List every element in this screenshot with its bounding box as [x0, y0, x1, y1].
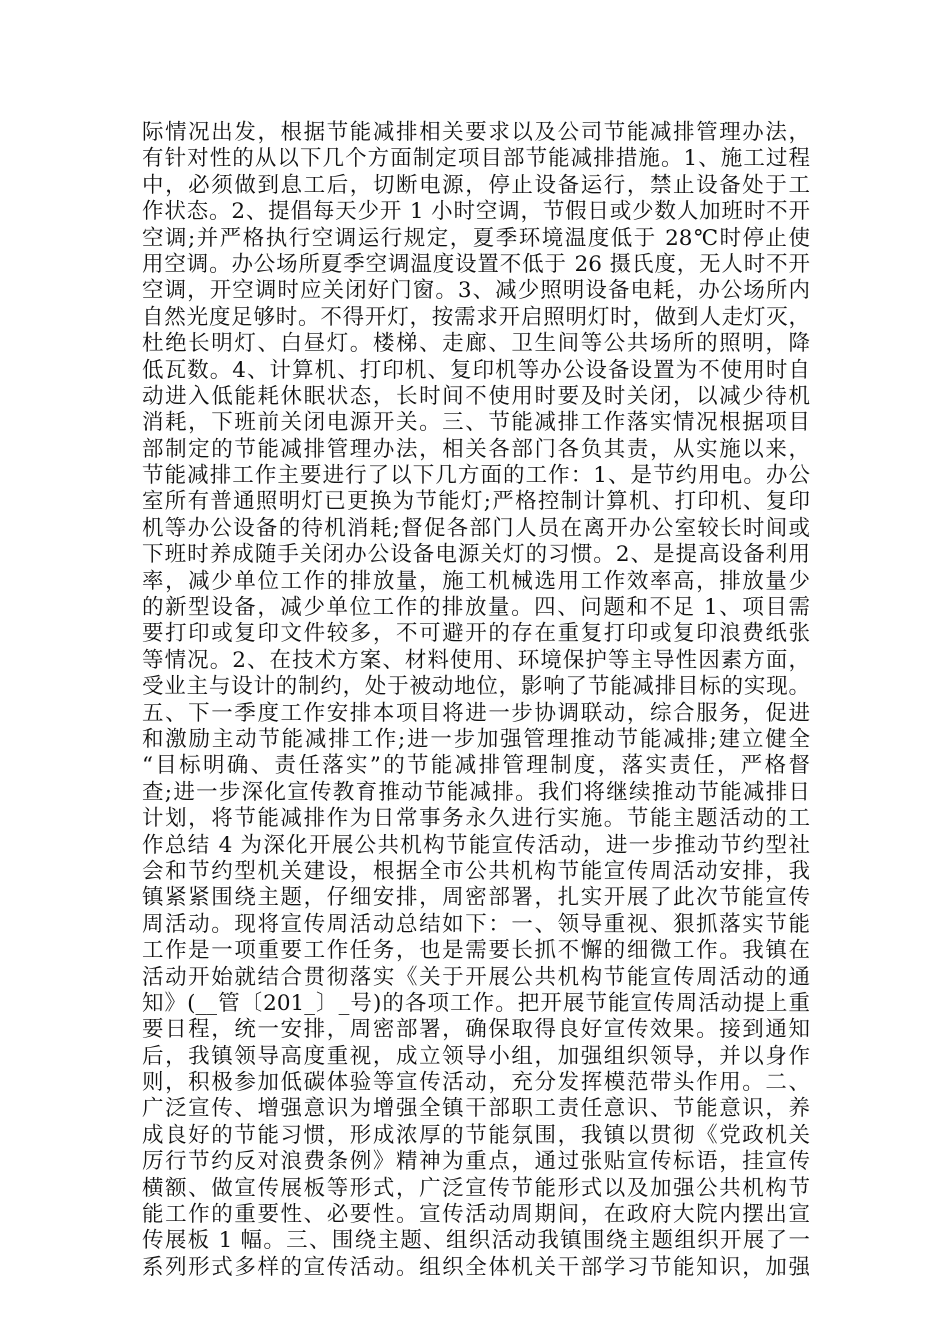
text-line: 计划，将节能减排作为日常事务永久进行实施。节能主题活动的工: [142, 806, 810, 832]
text-line: 则，积极参加低碳体验等宣传活动，充分发挥模范带头作用。二、: [142, 1070, 810, 1096]
text-line: 活动开始就结合贯彻落实《关于开展公共机构节能宣传周活动的通: [142, 964, 810, 990]
text-line: 系列形式多样的宣传活动。组织全体机关干部学习节能知识，加强: [142, 1254, 810, 1280]
text-line: 自然光度足够时。不得开灯，按需求开启照明灯时，做到人走灯灭，: [142, 304, 810, 330]
text-line: 消耗，下班前关闭电源开关。三、节能减排工作落实情况根据项目: [142, 410, 810, 436]
text-line: 要打印或复印文件较多，不可避开的存在重复打印或复印浪费纸张: [142, 621, 810, 647]
text-line: 横额、做宣传展板等形式，广泛宣传节能形式以及加强公共机构节: [142, 1175, 810, 1201]
text-line: 成良好的节能习惯，形成浓厚的节能氛围，我镇以贯彻《党政机关: [142, 1122, 810, 1148]
text-line: 传展板 1 幅。三、围绕主题、组织活动我镇围绕主题组织开展了一: [142, 1228, 810, 1254]
text-line: 厉行节约反对浪费条例》精神为重点，通过张贴宣传标语，挂宣传: [142, 1149, 810, 1175]
text-line: 广泛宣传、增强意识为增强全镇干部职工责任意识、节能意识，养: [142, 1096, 810, 1122]
text-line: 动进入低能耗休眠状态，长时间不使用时要及时关闭，以减少待机: [142, 383, 810, 409]
text-line: 际情况出发，根据节能减排相关要求以及公司节能减排管理办法，: [142, 120, 810, 145]
text-line: 要日程，统一安排，周密部署，确保取得良好宣传效果。接到通知: [142, 1017, 810, 1043]
text-line: 中，必须做到息工后，切断电源，停止设备运行，禁止设备处于工: [142, 172, 810, 198]
text-line: 空调，开空调时应关闭好门窗。3、减少照明设备电耗，办公场所内: [142, 278, 810, 304]
text-line: 工作是一项重要工作任务，也是需要长抓不懈的细微工作。我镇在: [142, 938, 810, 964]
text-line: 部制定的节能减排管理办法，相关各部门各负其责，从实施以来，: [142, 436, 810, 462]
text-line: 查;进一步深化宣传教育推动节能减排。我们将继续推动节能减排日: [142, 779, 810, 805]
text-line: 下班时养成随手关闭办公设备电源关灯的习惯。2、是提高设备利用: [142, 542, 810, 568]
text-line: 能工作的重要性、必要性。宣传活动周期间，在政府大院内摆出宣: [142, 1202, 810, 1228]
text-line: 和激励主动节能减排工作;进一步加强管理推动节能减排;建立健全: [142, 726, 810, 752]
text-line: 镇紧紧围绕主题，仔细安排，周密部署，扎实开展了此次节能宣传: [142, 885, 810, 911]
text-line: 杜绝长明灯、白昼灯。楼梯、走廊、卫生间等公共场所的照明，降: [142, 331, 810, 357]
text-line: 低瓦数。4、计算机、打印机、复印机等办公设备设置为不使用时自: [142, 357, 810, 383]
text-line: 后，我镇领导高度重视，成立领导小组，加强组织领导，并以身作: [142, 1043, 810, 1069]
text-line: 室所有普通照明灯已更换为节能灯;严格控制计算机、打印机、复印: [142, 489, 810, 515]
text-line: 五、下一季度工作安排本项目将进一步协调联动，综合服务，促进: [142, 700, 810, 726]
text-line: 空调;并严格执行空调运行规定，夏季环境温度低于 28℃时停止使: [142, 225, 810, 251]
text-line: 作状态。2、提倡每天少开 1 小时空调，节假日或少数人加班时不开: [142, 199, 810, 225]
text-line: 率，减少单位工作的排放量，施工机械选用工作效率高，排放量少: [142, 568, 810, 594]
text-line: 机等办公设备的待机消耗;督促各部门人员在离开办公室较长时间或: [142, 515, 810, 541]
text-line: 受业主与设计的制约，处于被动地位，影响了节能减排目标的实现。: [142, 674, 810, 700]
text-line: 会和节约型机关建设，根据全市公共机构节能宣传周活动安排，我: [142, 858, 810, 884]
body-text: [142, 120, 810, 1281]
text-line: 等情况。2、在技术方案、材料使用、环境保护等主导性因素方面，: [142, 647, 810, 673]
text-line: “目标明确、责任落实”的节能减排管理制度，落实责任，严格督: [142, 753, 810, 779]
text-line: 知》(__管〔201_〕_号)的各项工作。把开展节能宣传周活动提上重: [142, 990, 810, 1016]
text-line: 节能减排工作主要进行了以下几方面的工作：1、是节约用电。办公: [142, 463, 810, 489]
text-line: 有针对性的从以下几个方面制定项目部节能减排措施。1、施工过程: [142, 146, 810, 172]
text-line: 用空调。办公场所夏季空调温度设置不低于 26 摄氏度，无人时不开: [142, 251, 810, 277]
text-line: 作总结 4 为深化开展公共机构节能宣传活动，进一步推动节约型社: [142, 832, 810, 858]
text-line: 的新型设备，减少单位工作的排放量。四、问题和不足 1、项目需: [142, 595, 810, 621]
text-line: 周活动。现将宣传周活动总结如下：一、领导重视、狠抓落实节能: [142, 911, 810, 937]
